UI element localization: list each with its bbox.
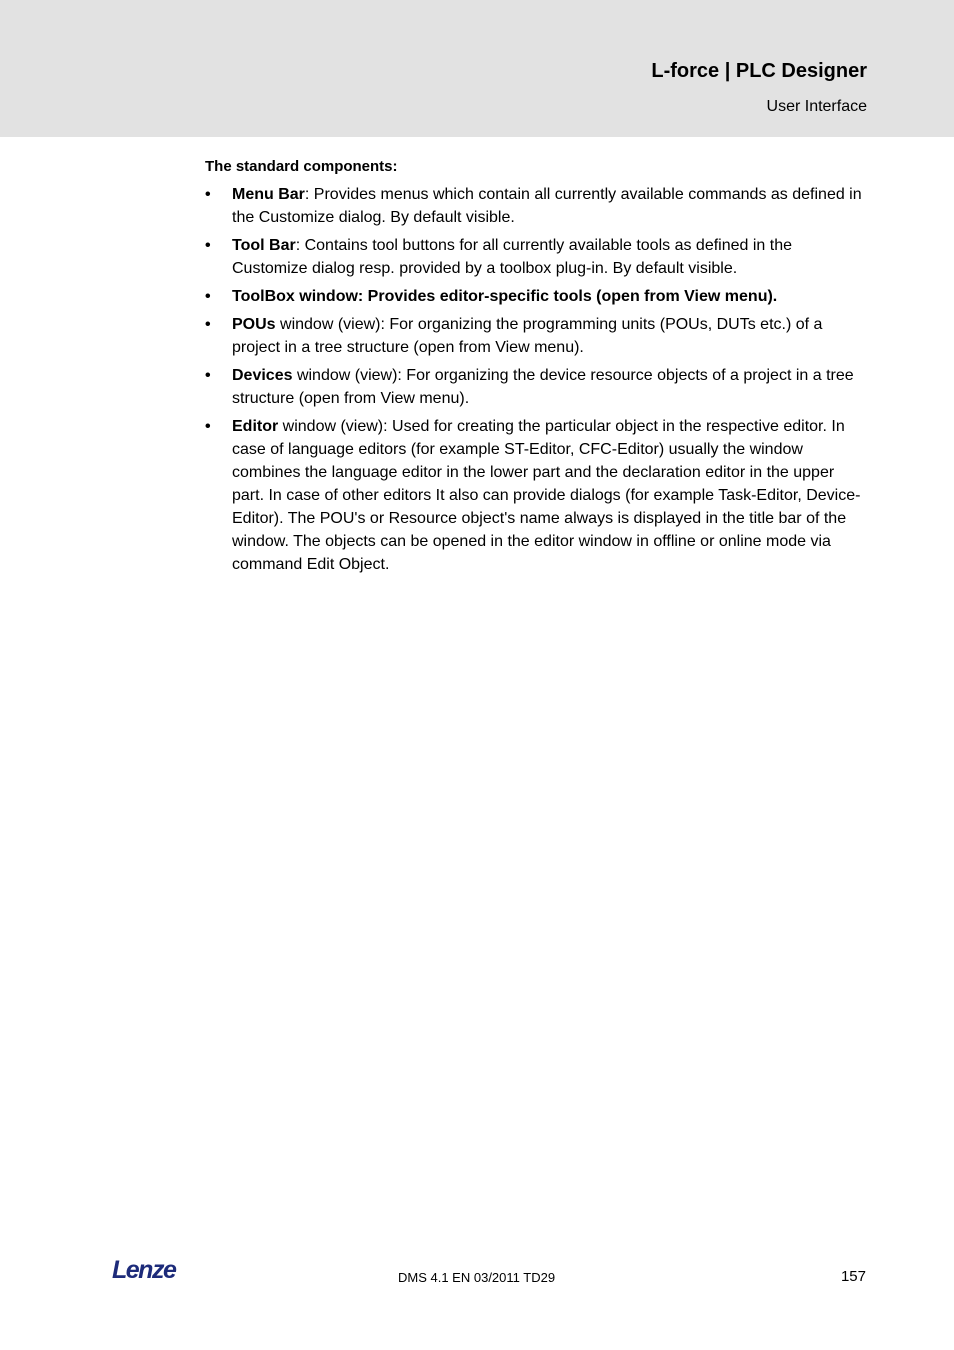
bullet-icon: • (205, 316, 211, 333)
bullet-icon: • (205, 288, 211, 305)
item-term: POUs (232, 316, 276, 333)
list-item-tool-bar (205, 234, 865, 280)
item-text: window (view): For organizing the programming units (POUs, DUTs etc.) of a project in a tree structure (open from View menu). (232, 316, 823, 356)
item-text: : Provides menus which contain all currently available commands as defined in the Customize dialog. By default visible. (232, 186, 862, 226)
components-list (205, 183, 865, 576)
item-term: ToolBox window: Provides editor-specific tools (open from View menu). (232, 288, 778, 305)
document-id: DMS 4.1 EN 03/2011 TD29 (398, 1270, 556, 1285)
bullet-icon: • (205, 237, 211, 254)
main-content (205, 155, 865, 581)
bullet-icon: • (205, 418, 211, 435)
list-item-editor-window (205, 415, 865, 576)
header-band (0, 0, 954, 137)
list-item-pous-window (205, 313, 865, 359)
item-text: window (view): Used for creating the particular object in the respective editor. In case of language editors (for example ST-Editor, CFC-Editor) usually the window combines the language editor in the lower part and the declaration editor in the upper part. In case of other editors It also can provide dialogs (for example Task-Editor, Device-Editor). The POU's or Resource object's name always is displayed in the title bar of the window. The objects can be opened in the editor window in offline or online mode via command Edit Object. (232, 418, 861, 573)
item-text: : Contains tool buttons for all currently available tools as defined in the Customize dialog resp. provided by a toolbox plug-in. By default visible. (232, 237, 792, 277)
document-title: L-force | PLC Designer (651, 60, 867, 82)
page-number: 157 (840, 1268, 866, 1285)
lenze-logo: Lenze (112, 1256, 176, 1284)
item-term: Menu Bar (232, 186, 305, 203)
item-term: Tool Bar (232, 237, 296, 254)
list-item-toolbox-window (205, 285, 865, 308)
list-item-devices-window (205, 364, 865, 410)
bullet-icon: • (205, 367, 211, 384)
bullet-icon: • (205, 186, 211, 203)
list-item-menu-bar (205, 183, 865, 229)
item-term: Devices (232, 367, 293, 384)
section-heading: The standard components: (205, 158, 398, 175)
section-subtitle: User Interface (766, 98, 867, 115)
item-text: window (view): For organizing the device resource objects of a project in a tree structure (open from View menu). (232, 367, 854, 407)
item-term: Editor (232, 418, 279, 435)
